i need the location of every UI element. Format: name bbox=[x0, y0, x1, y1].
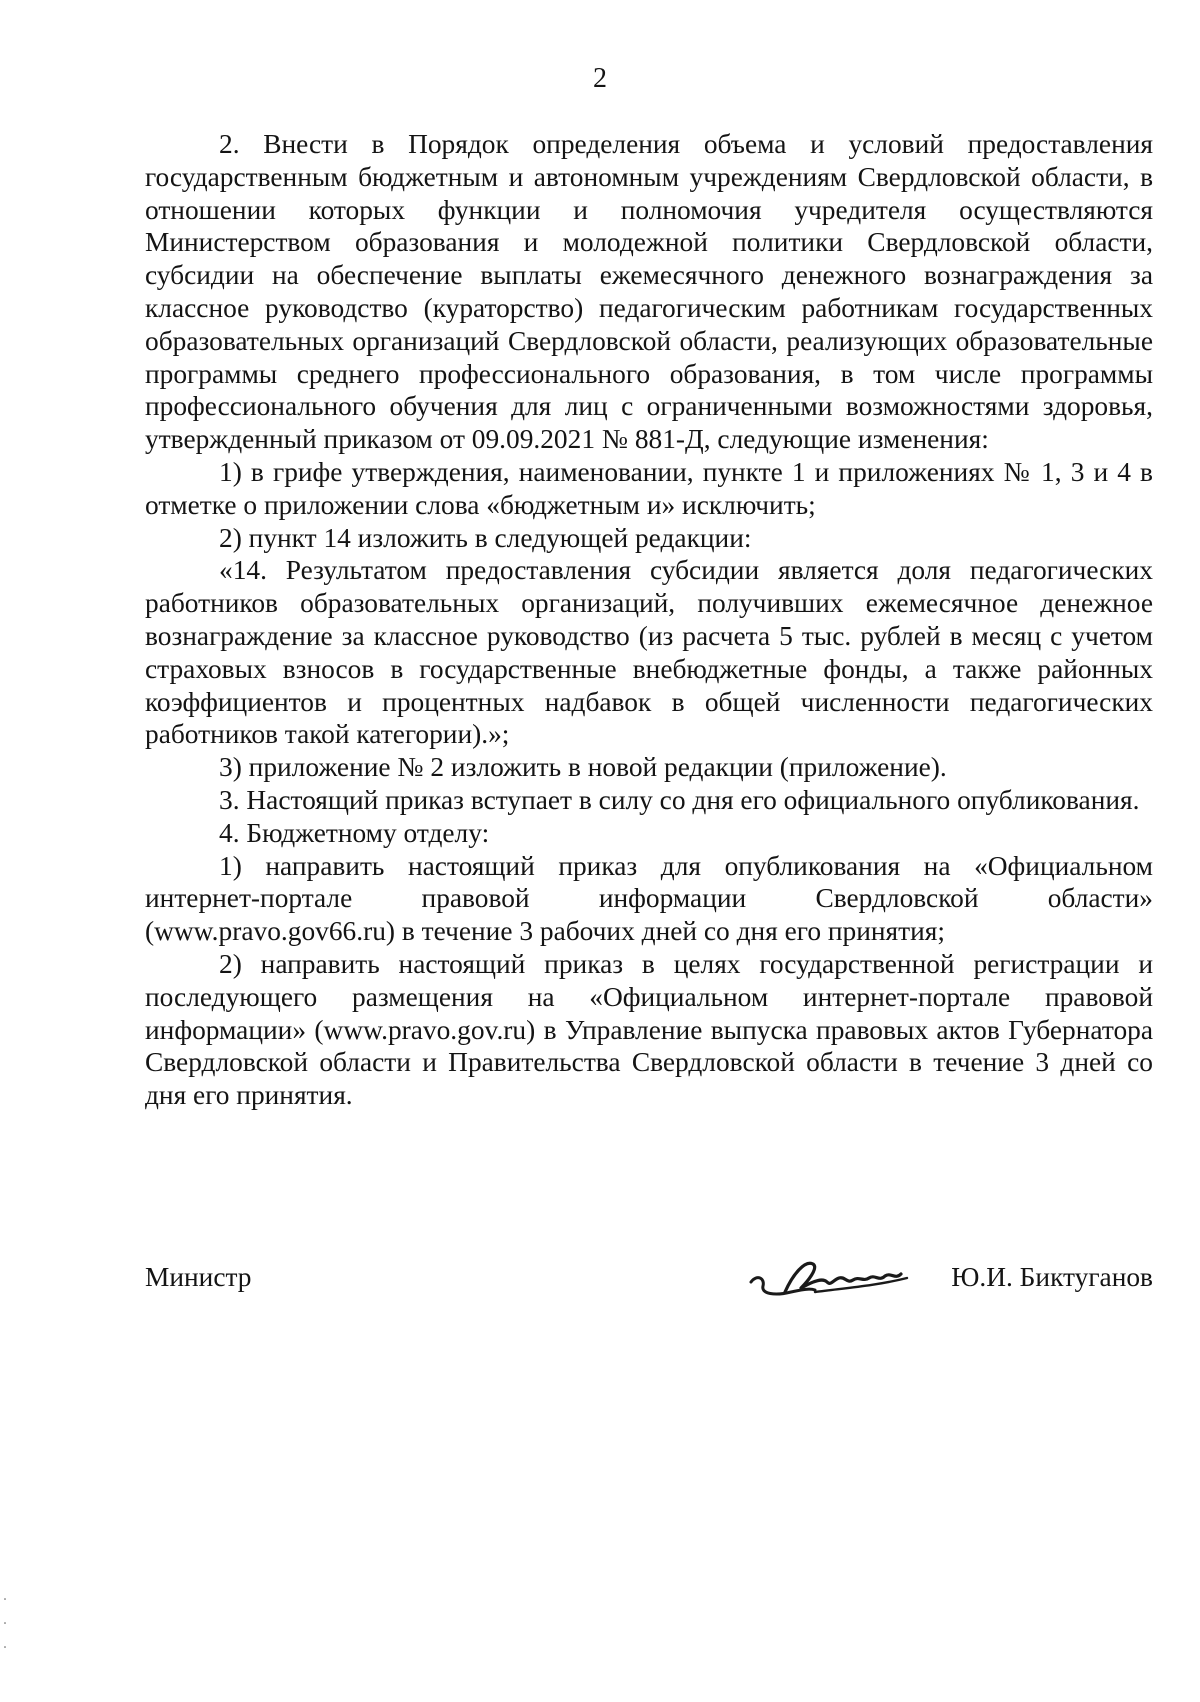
quoted-item-14: «14. Результатом предоставления субсидии является доля педагогических работников образовательных организаций, получивших ежемесячное денежное вознаграждение за классное руководство (из расчета 5 тыс. рублей в месяц с учетом страховых взносов в государственные внебюджетные фонды, а также районных коэффициентов и процентных надбавок в общей численности педагогических работников такой категории).»; bbox=[145, 555, 1153, 750]
subitem-2-3: 3) приложение № 2 изложить в новой редакции (приложение). bbox=[219, 752, 947, 783]
signature-block bbox=[145, 1252, 1153, 1312]
subitem-4-2: 2) направить настоящий приказ в целях государственной регистрации и последующего размещения на «Официальном интернет-портале правовой информации» (www.pravo.gov.ru) в Управление выпуска правовых актов Губернатора Свердловской области и Правительства Свердловской области в течение 3 дней со дня его принятия. bbox=[145, 948, 1153, 1111]
subitem-2-1: 1) в грифе утверждения, наименовании, пункте 1 и приложениях № 1, 3 и 4 в отметке о приложении слова «бюджетным и» исключить; bbox=[145, 456, 1153, 520]
subitem-4-1: 1) направить настоящий приказ для опубликования на «Официальном интернет-портале правовой информации Свердловской области» (www.pravo.gov66.ru) в течение 3 рабочих дней со дня его принятия; bbox=[145, 850, 1153, 947]
paragraph-item-4: 4. Бюджетному отделу: bbox=[219, 817, 490, 848]
handwritten-signature bbox=[745, 1252, 925, 1308]
paragraph-item-3: 3. Настоящий приказ вступает в силу со дня его официального опубликования. bbox=[219, 784, 1140, 815]
signatory-title: Министр bbox=[145, 1262, 252, 1292]
scan-specks bbox=[4, 1595, 6, 1655]
signatory-name: Ю.И. Биктуганов bbox=[951, 1262, 1153, 1292]
paragraph-item-2: 2. Внести в Порядок определения объема и условий предоставления государственным бюджетным и автономным учреждениям Свердловской области, в отношении которых функции и полномочия учредителя осуществляются Министерством образования и молодежной политики Свердловской области, субсидии на обеспечение выплаты ежемесячного денежного вознаграждения за классное руководство (кураторство) педагогическим работникам государственных образовательных организаций Свердловской области, реализующих образовательные программы среднего профессионального образования, в том числе программы профессионального обучения для лиц с ограниченными возможностями здоровья, утвержденный приказом от 09.09.2021 № 881-Д, следующие изменения: bbox=[145, 129, 1153, 455]
page-number: 2 bbox=[593, 63, 607, 94]
document-body bbox=[145, 128, 1153, 1112]
subitem-2-2: 2) пункт 14 изложить в следующей редакции: bbox=[219, 522, 752, 553]
